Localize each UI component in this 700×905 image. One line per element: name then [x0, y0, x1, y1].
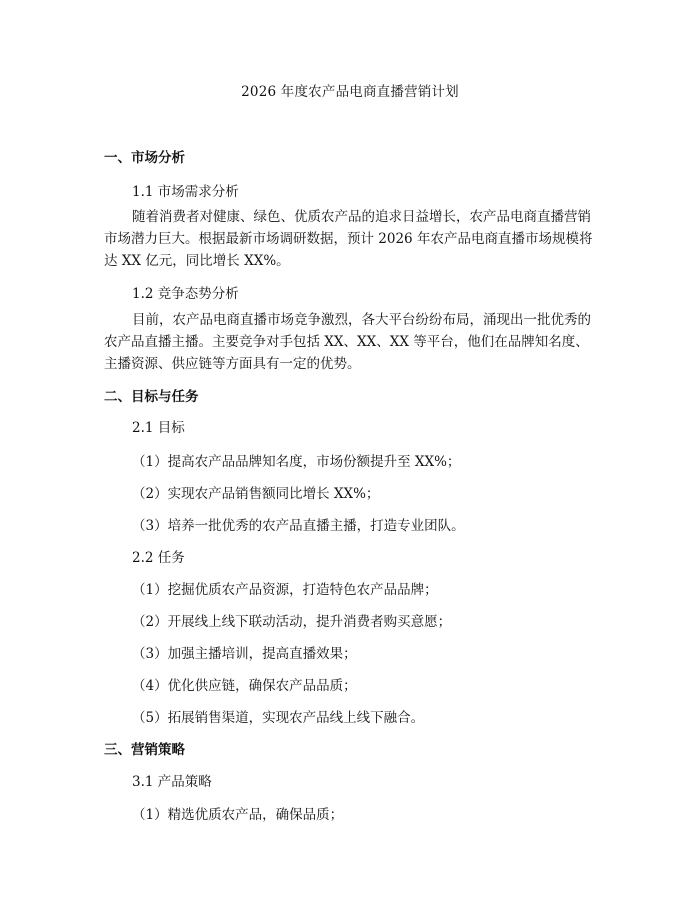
paragraph-competition: 目前，农产品电商直播市场竞争激烈，各大平台纷纷布局，涌现出一批优秀的农产品直播主播。主要竞争对手包括 XX、XX、XX 等平台，他们在品牌知名度、主播资源、供应链等方面具有一定的优势。 [104, 312, 591, 372]
section-2-heading: 二、目标与任务 [104, 389, 199, 405]
section-1-heading: 一、市场分析 [104, 150, 185, 166]
subsection-2-1-heading: 2.1 目标 [132, 420, 185, 436]
goal-item-1: （1）提高农产品品牌知名度，市场份额提升至 XX%； [132, 454, 461, 470]
subsection-1-1-heading: 1.1 市场需求分析 [132, 184, 239, 200]
task-item-5: （5）拓展销售渠道，实现农产品线上线下融合。 [132, 710, 425, 726]
subsection-1-2-heading: 1.2 竞争态势分析 [132, 286, 239, 302]
goal-item-2: （2）实现农产品销售额同比增长 XX%； [132, 486, 380, 502]
paragraph-market-demand: 随着消费者对健康、绿色、优质农产品的追求日益增长，农产品电商直播营销市场潜力巨大。根据最新市场调研数据，预计 2026 年农产品电商直播市场规模将达 XX 亿元，同比增长 XX%。 [104, 209, 593, 269]
task-item-3: （3）加强主播培训，提高直播效果； [132, 646, 357, 662]
document-title: 2026 年度农产品电商直播营销计划 [241, 84, 459, 100]
goal-item-3: （3）培养一批优秀的农产品直播主播，打造专业团队。 [132, 518, 465, 534]
task-item-1: （1）挖掘优质农产品资源，打造特色农产品品牌； [132, 582, 438, 598]
subsection-2-2-heading: 2.2 任务 [132, 550, 185, 566]
task-item-4: （4）优化供应链，确保农产品品质； [132, 678, 357, 694]
task-item-2: （2）开展线上线下联动活动，提升消费者购买意愿； [132, 614, 452, 630]
subsection-3-1-heading: 3.1 产品策略 [132, 774, 212, 790]
section-3-heading: 三、营销策略 [104, 742, 185, 758]
product-strategy-item-1: （1）精选优质农产品，确保品质； [132, 807, 344, 823]
